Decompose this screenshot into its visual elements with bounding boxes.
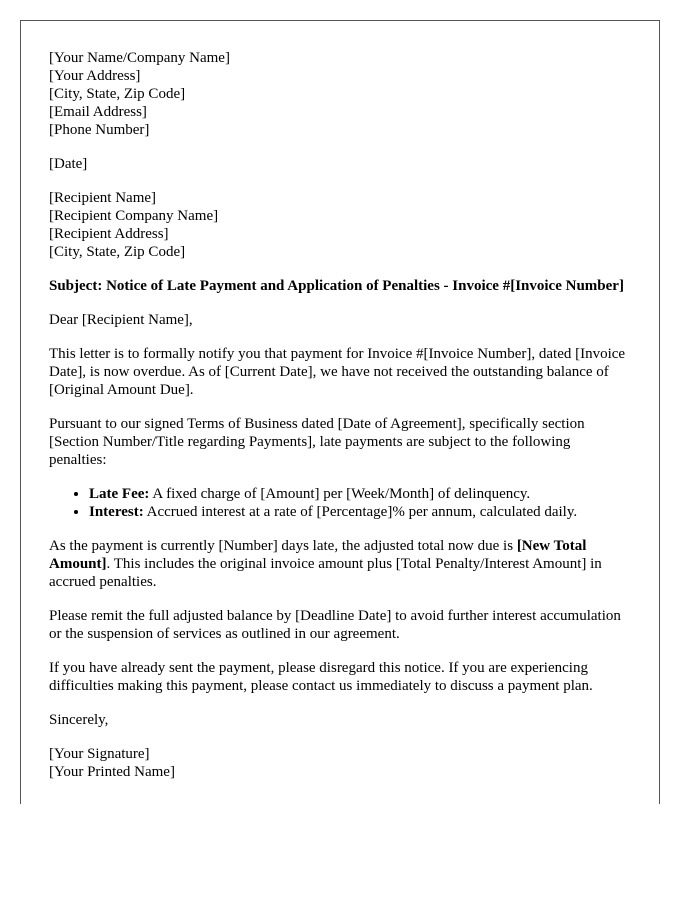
recipient-city: [City, State, Zip Code] bbox=[49, 244, 186, 260]
recipient-name: [Recipient Name] bbox=[49, 190, 157, 206]
penalty-text: A fixed charge of [Amount] per [Week/Month] of delinquency. bbox=[149, 486, 531, 502]
sender-name: [Your Name/Company Name] bbox=[49, 50, 230, 66]
penalty-item-late-fee bbox=[89, 485, 631, 503]
closing: Sincerely, bbox=[49, 712, 109, 728]
paragraph-terms: Pursuant to our signed Terms of Business dated [Date of Agreement], specifically section [Section Number/Title regarding Payments], late payments are subject to the following penalties: bbox=[49, 416, 585, 468]
sender-address: [Your Address] bbox=[49, 68, 141, 84]
penalty-text: Accrued interest at a rate of [Percentage]% per annum, calculated daily. bbox=[143, 504, 578, 520]
new-total-amount: [New Total Amount] bbox=[49, 538, 587, 572]
total-due-text-after: . This includes the original invoice amount plus [Total Penalty/Interest Amount] in accrued penalties. bbox=[49, 556, 602, 590]
penalty-list bbox=[49, 485, 631, 521]
sender-city: [City, State, Zip Code] bbox=[49, 86, 186, 102]
paragraph-total-due bbox=[49, 537, 631, 591]
printed-name: [Your Printed Name] bbox=[49, 764, 175, 780]
sender-phone: [Phone Number] bbox=[49, 122, 150, 138]
signature-block bbox=[49, 745, 631, 781]
total-due-text-before: As the payment is currently [Number] days late, the adjusted total now due is bbox=[49, 538, 517, 554]
recipient-block bbox=[49, 189, 631, 261]
paragraph-overdue: This letter is to formally notify you that payment for Invoice #[Invoice Number], dated [Invoice Date], is now overdue. As of [Current Date], we have not received the outstanding balance of [Original Amount Due]. bbox=[49, 346, 626, 398]
sender-email: [Email Address] bbox=[49, 104, 147, 120]
subject-line: Subject: Notice of Late Payment and Application of Penalties - Invoice #[Invoice Number] bbox=[49, 278, 624, 294]
paragraph-already-paid: If you have already sent the payment, please disregard this notice. If you are experiencing difficulties making this payment, please contact us immediately to discuss a payment plan. bbox=[49, 660, 593, 694]
salutation: Dear [Recipient Name], bbox=[49, 312, 193, 328]
signature: [Your Signature] bbox=[49, 746, 150, 762]
sender-block bbox=[49, 49, 631, 139]
penalty-item-interest bbox=[89, 503, 631, 521]
recipient-company: [Recipient Company Name] bbox=[49, 208, 219, 224]
date-block bbox=[49, 155, 631, 173]
paragraph-deadline: Please remit the full adjusted balance by [Deadline Date] to avoid further interest accumulation or the suspension of services as outlined in our agreement. bbox=[49, 608, 621, 642]
penalty-label: Interest: bbox=[89, 504, 144, 520]
letter-date: [Date] bbox=[49, 156, 88, 172]
letter-page bbox=[20, 20, 660, 804]
recipient-address: [Recipient Address] bbox=[49, 226, 169, 242]
penalty-label: Late Fee: bbox=[89, 486, 150, 502]
